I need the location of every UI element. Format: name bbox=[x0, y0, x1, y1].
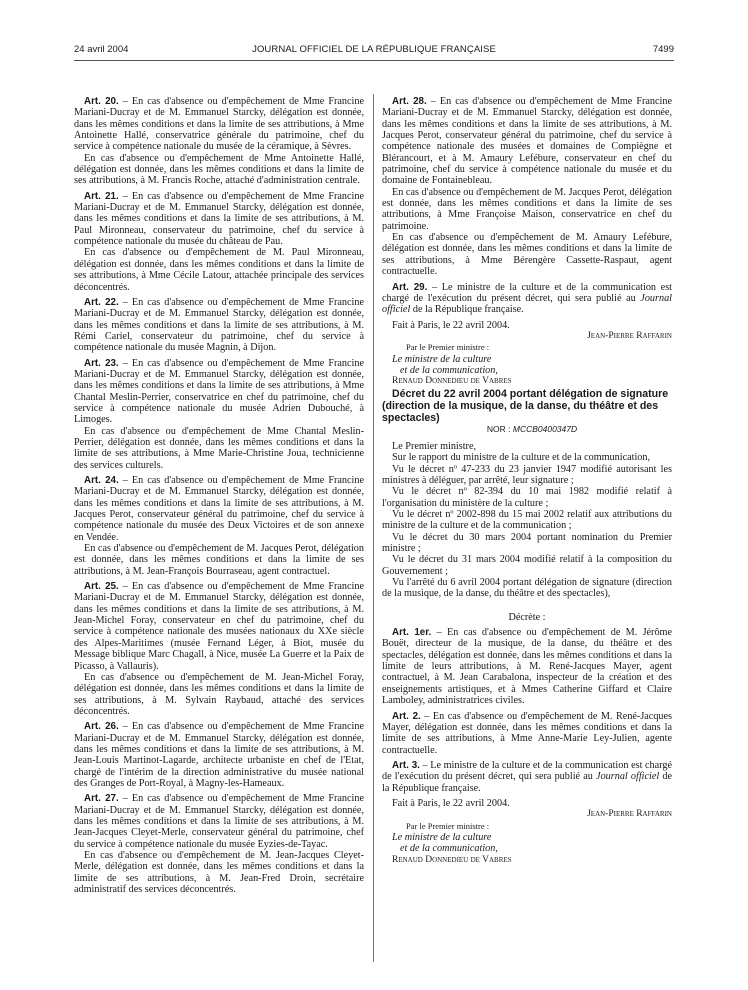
prime-minister-signature: Jean-Pierre Raffarin bbox=[587, 330, 672, 341]
article-21 bbox=[74, 191, 364, 248]
article-28-paragraph-2: En cas d'absence ou d'empêchement de M. Jacques Perot, délégation est donnée, dans les mêmes conditions et dans la limite de ses attributions, à Mme Françoise Maison, conservatrice en chef du patrimoine. bbox=[382, 186, 672, 232]
article-text: – En cas d'absence ou d'empêchement de Mme Francine Mariani-Ducray et de M. Emmanuel Starcky, délégation est donnée, dans les mêmes conditions et dans la limite de ses attributions, à M. Rémi Cariel, conservateur du patrimoine, chef du service à compétence nationale du musée Magnin, à Dijon. bbox=[74, 296, 364, 354]
by-prime-minister: Par le Premier ministre : bbox=[406, 820, 490, 831]
article-text: – En cas d'absence ou d'empêchement de Mme Francine Mariani-Ducray et de M. Emmanuel Starcky, délégation est donnée, dans les mêmes conditions et dans la limite de ses attributions, à M. Jean-Michel Foray, conservateur en chef du patrimoine, chef du service à compétence nationale des musées nationaux du XXe siècle des Alpes-Maritimes (musée Fernand Léger, à Biot, musée du Message biblique Marc Chagall, à Nice, musée La Guerre et la Paix de Picasso, à Vallauris). bbox=[74, 581, 364, 672]
minister-signature: Renaud Donnedieu de Vabres bbox=[392, 854, 512, 865]
column-divider bbox=[373, 94, 374, 962]
article-24-paragraph-2: En cas d'absence ou d'empêchement de M. Jacques Perot, délégation est donnée, dans les mêmes conditions et dans la limite de ses attributions, à M. Jean-François Bourraseau, agent contractuel. bbox=[74, 543, 364, 577]
article-26 bbox=[74, 721, 364, 789]
header-rule bbox=[74, 60, 674, 61]
article-27-paragraph-2: En cas d'absence ou d'empêchement de M. Jean-Jacques Cleyet-Merle, délégation est donnée, dans les mêmes conditions et dans la limite de ses attributions, à M. Jean-Fred Droin, secrétaire administratif des services déconcentrés. bbox=[74, 850, 364, 896]
decree-title: Décret du 22 avril 2004 portant délégation de signature (direction de la musique, de la danse, du théâtre et des spectacles) bbox=[382, 387, 669, 424]
article-text: – En cas d'absence ou d'empêchement de Mme Francine Mariani-Ducray et de M. Emmanuel Starcky, délégation est donnée, dans les mêmes conditions et dans la limite de ses attributions, à Mme Chantal Meslin-Perrier, conservatrice en chef du patrimoine, chef du service à compétence nationale du musée Adrien Dubouché, à Limoges. bbox=[74, 357, 364, 426]
decree-article-2 bbox=[382, 711, 672, 756]
article-text: – En cas d'absence ou d'empêchement de Mme Francine Mariani-Ducray et de M. Emmanuel Starcky, délégation est donnée, dans les mêmes conditions et dans la limite de ses attributions, à M. Jean-Louis Martinot-Lagarde, architecte urbaniste en chef de l'Etat, chargé de l'intérim de la direction administrative du musée national des Granges de Port-Royal, à Magny-les-Hameaux. bbox=[74, 721, 364, 789]
article-21-paragraph-2: En cas d'absence ou d'empêchement de M. Paul Mironneau, délégation est donnée, dans les mêmes conditions et dans la limite de ses attributions, à Mme Cécile Latour, attachée principale des services déconcentrés. bbox=[74, 247, 364, 293]
minister-title-line-2: et de la communication, bbox=[400, 843, 498, 855]
right-column bbox=[382, 96, 672, 866]
article-22 bbox=[74, 297, 364, 354]
decree-intro: Le Premier ministre, bbox=[392, 440, 477, 452]
by-prime-minister: Par le Premier ministre : bbox=[406, 342, 490, 353]
article-28 bbox=[382, 96, 672, 187]
article-text: – En cas d'absence ou d'empêchement de Mme Francine Mariani-Ducray et de M. Emmanuel Starcky, délégation est donnée, dans les mêmes conditions et dans la limite de ses attributions, à Mme Antoinette Hallé, conservatrice générale du patrimoine, chef du service à compétence nationale du musée de la céramique, à Sèvres. bbox=[74, 96, 364, 153]
minister-title-line-1: Le ministre de la culture bbox=[392, 353, 492, 365]
article-23-paragraph-2: En cas d'absence ou d'empêchement de Mme Chantal Meslin-Perrier, délégation est donnée, dans les mêmes conditions et dans la limite de ses attributions, à Mme Marie-Christine Joua, technicienne des services culturels. bbox=[74, 425, 364, 471]
article-label: Art. 26. bbox=[84, 721, 119, 733]
header-date: 24 avril 2004 bbox=[74, 44, 129, 55]
nor-reference: NOR : MCCB0400347D bbox=[486, 423, 578, 434]
article-20-paragraph-2: En cas d'absence ou d'empêchement de Mme Antoinette Hallé, délégation est donnée, dans les mêmes conditions et dans la limite de ses attributions, à M. Francis Roche, attaché d'administration centrale. bbox=[74, 152, 364, 187]
article-label: Art. 1er. bbox=[392, 627, 432, 639]
article-text: – En cas d'absence ou d'empêchement de M. Jérôme Bouët, directeur de la musique, de la danse, du théâtre et des spectacles, délégation est donnée, dans les mêmes conditions et dans la limite de leurs attributions, à M. René-Jacques Mayer, agent contractuel, à M. Jean Carabalona, inspecteur de la création et des enseignements artistiques, et à Mmes Catherine Giffard et Claire Lamboley, administratrices civiles. bbox=[382, 627, 672, 707]
article-label: Art. 24. bbox=[84, 475, 119, 486]
article-label: Art. 28. bbox=[392, 96, 427, 107]
article-label: Art. 21. bbox=[84, 190, 119, 202]
journal-title: JOURNAL OFFICIEL DE LA RÉPUBLIQUE FRANÇAISE bbox=[252, 44, 496, 55]
article-29: Art. 29. – Le ministre de la culture et de la communication est chargé de l'exécution du présent décret, qui sera publié au Journal officiel de la République française. bbox=[382, 281, 672, 316]
journal-officiel-italic: Journal officiel bbox=[596, 771, 660, 783]
page-header bbox=[74, 44, 674, 58]
decrete-heading: Décrète : bbox=[508, 611, 546, 623]
article-label: Art. 20. bbox=[84, 96, 119, 107]
visa-report: Sur le rapport du ministre de la culture et de la communication, bbox=[392, 452, 651, 464]
article-label: Art. 22. bbox=[84, 296, 119, 308]
visa-6: Vu l'arrêté du 6 avril 2004 portant délégation de signature (direction de la musique, de la danse, du théâtre et des spectacles), bbox=[382, 577, 672, 600]
minister-title-line-1: Le ministre de la culture bbox=[392, 831, 492, 843]
article-27 bbox=[74, 793, 364, 850]
article-25-paragraph-2: En cas d'absence ou d'empêchement de M. Jean-Michel Foray, délégation est donnée, dans les mêmes conditions et dans la limite de ses attributions, à M. Sylvain Raybaud, attaché des services déconcentrés. bbox=[74, 671, 364, 717]
article-25 bbox=[74, 581, 364, 672]
visa-2: Vu le décret nº 82-394 du 10 mai 1982 modifié relatif à l'organisation du ministère de la culture ; bbox=[382, 486, 672, 509]
visa-1: Vu le décret nº 47-233 du 23 janvier 1947 modifié autorisant les ministres à déléguer, par arrêté, leur signature ; bbox=[382, 463, 672, 486]
visa-3: Vu le décret nº 2002-898 du 15 mai 2002 relatif aux attributions du ministre de la culture et de la communication ; bbox=[382, 509, 672, 532]
article-text: – En cas d'absence ou d'empêchement de Mme Francine Mariani-Ducray et de M. Emmanuel Starcky, délégation est donnée, dans les mêmes conditions et dans la limite de ses attributions, à M. Jacques Perot, conservateur général du patrimoine, chef du service à compétence nationale du musée des Deux Victoires et de son annexe en Vendée. bbox=[74, 475, 364, 543]
journal-officiel-italic: Journal officiel bbox=[382, 292, 672, 316]
signature-block-2 bbox=[382, 798, 672, 866]
article-text: – En cas d'absence ou d'empêchement de Mme Francine Mariani-Ducray et de M. Emmanuel Starcky, délégation est donnée, dans les mêmes conditions et dans la limite de ses attributions, à M. Jean-Jacques Cleyet-Merle, conservateur général du patrimoine, chef du service à compétence nationale du musée Eyzies-de-Tayac. bbox=[74, 793, 364, 850]
article-28-paragraph-3: En cas d'absence ou d'empêchement de M. Amaury Lefébure, délégation est donnée, dans les mêmes conditions et dans la limite de ses attributions, à Mme Bérengère Cassette-Raspaut, agent contractuelle. bbox=[382, 232, 672, 278]
decree-article-3: Art. 3. – Le ministre de la culture et de la communication est chargé de l'exécution du présent décret, qui sera publié au Journal officiel de la République française. bbox=[382, 759, 673, 794]
prime-minister-signature: Jean-Pierre Raffarin bbox=[587, 809, 672, 820]
visa-4: Vu le décret du 30 mars 2004 portant nomination du Premier ministre ; bbox=[382, 531, 672, 555]
minister-title-line-2: et de la communication, bbox=[400, 364, 498, 376]
article-text: – En cas d'absence ou d'empêchement de M. René-Jacques Mayer, délégation est donnée, dans les mêmes conditions et dans la limite de ses attributions, à Mme Anne-Marie Ley-Julien, agente contractuelle. bbox=[382, 710, 673, 756]
article-label: Art. 3. bbox=[392, 759, 420, 771]
article-text: – En cas d'absence ou d'empêchement de Mme Francine Mariani-Ducray et de M. Emmanuel Starcky, délégation est donnée, dans les mêmes conditions et dans la limite de ses attributions, à M. Paul Mironneau, conservateur du patrimoine, chef du service à compétence nationale du musée du château de Pau. bbox=[74, 190, 364, 248]
decree-article-1 bbox=[382, 627, 672, 706]
visa-5: Vu le décret du 31 mars 2004 modifié relatif à la composition du Gouvernement ; bbox=[382, 554, 672, 577]
page-number: 7499 bbox=[652, 44, 674, 55]
article-24 bbox=[74, 475, 364, 543]
left-column bbox=[74, 96, 364, 895]
signature-block-1 bbox=[382, 320, 672, 388]
article-text: – En cas d'absence ou d'empêchement de Mme Francine Mariani-Ducray et de M. Emmanuel Starcky, délégation est donnée, dans les mêmes conditions et dans la limite de ses attributions, à M. Jacques Perot, conservateur général du patrimoine, chef du service à compétence nationale des musées et domaines de Compiègne et Blérancourt, et à M. Amaury Lefébure, conservateur en chef du patrimoine, chef du service à compétence nationale du musée et du domaine de Fontainebleau. bbox=[382, 96, 672, 187]
article-label: Art. 2. bbox=[392, 710, 421, 722]
article-label: Art. 25. bbox=[84, 581, 119, 593]
article-label: Art. 27. bbox=[84, 793, 119, 805]
minister-signature: Renaud Donnedieu de Vabres bbox=[392, 376, 512, 387]
done-at: Fait à Paris, le 22 avril 2004. bbox=[392, 797, 510, 809]
done-at: Fait à Paris, le 22 avril 2004. bbox=[392, 319, 510, 331]
article-label: Art. 29. bbox=[392, 281, 428, 293]
article-label: Art. 23. bbox=[84, 357, 119, 369]
article-20 bbox=[74, 96, 364, 153]
article-23 bbox=[74, 358, 364, 426]
nor-code: MCCB0400347D bbox=[512, 423, 578, 434]
